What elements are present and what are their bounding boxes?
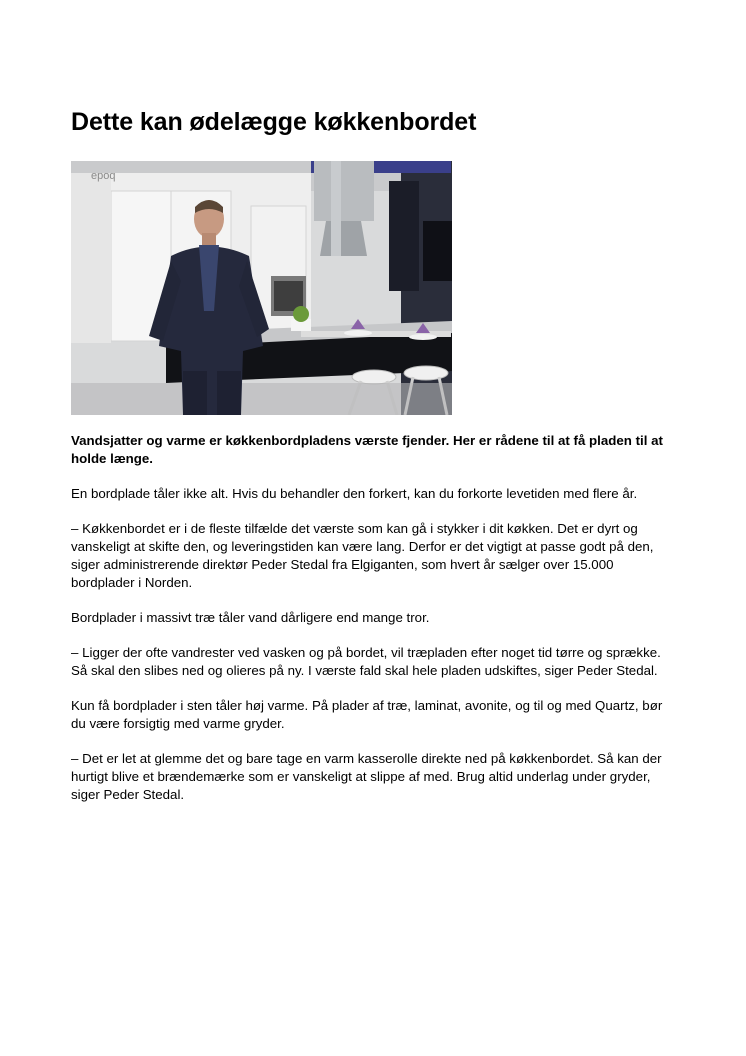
article-body xyxy=(71,432,671,821)
article-paragraph: – Ligger der ofte vandrester ved vasken og på bordet, vil træpladen efter noget tid tørre og sprække. Så skal den slibes ned og olieres på ny. I værste fald skal hele pladen udskiftes, siger Peder Stedal. xyxy=(71,645,661,678)
photo-logo: epoq xyxy=(91,170,116,182)
article-photo xyxy=(71,161,452,415)
article-paragraph: – Køkkenbordet er i de fleste tilfælde det værste som kan gå i stykker i dit køkken. Det er dyrt og vanskeligt at skifte den, og leveringstiden kan være lang. Derfor er det vigtigt at passe godt på den, siger administrerende direktør Peder Stedal fra Elgiganten, som hvert år sælger over 15.000 bordplader i Norden. xyxy=(71,521,654,590)
article-title: Dette kan ødelægge køkkenbordet xyxy=(71,108,477,136)
article-paragraph: Bordplader i massivt træ tåler vand dårligere end mange tror. xyxy=(71,610,430,625)
article-paragraph: – Det er let at glemme det og bare tage en varm kasserolle direkte ned på køkkenbordet. Så kan der hurtigt blive et brændemærke som er vanskeligt at slippe af med. Brug altid underlag under gryder, siger Peder Stedal. xyxy=(71,751,662,802)
article-paragraph: En bordplade tåler ikke alt. Hvis du behandler den forkert, kan du forkorte levetiden med flere år. xyxy=(71,486,638,501)
article-lead: Vandsjatter og varme er køkkenbordpladens værste fjender. Her er rådene til at få pladen til at holde længe. xyxy=(71,433,663,466)
article-paragraph: Kun få bordplader i sten tåler høj varme. På plader af træ, laminat, avonite, og til og med Quartz, bør du være forsigtig med varme gryder. xyxy=(71,698,663,731)
